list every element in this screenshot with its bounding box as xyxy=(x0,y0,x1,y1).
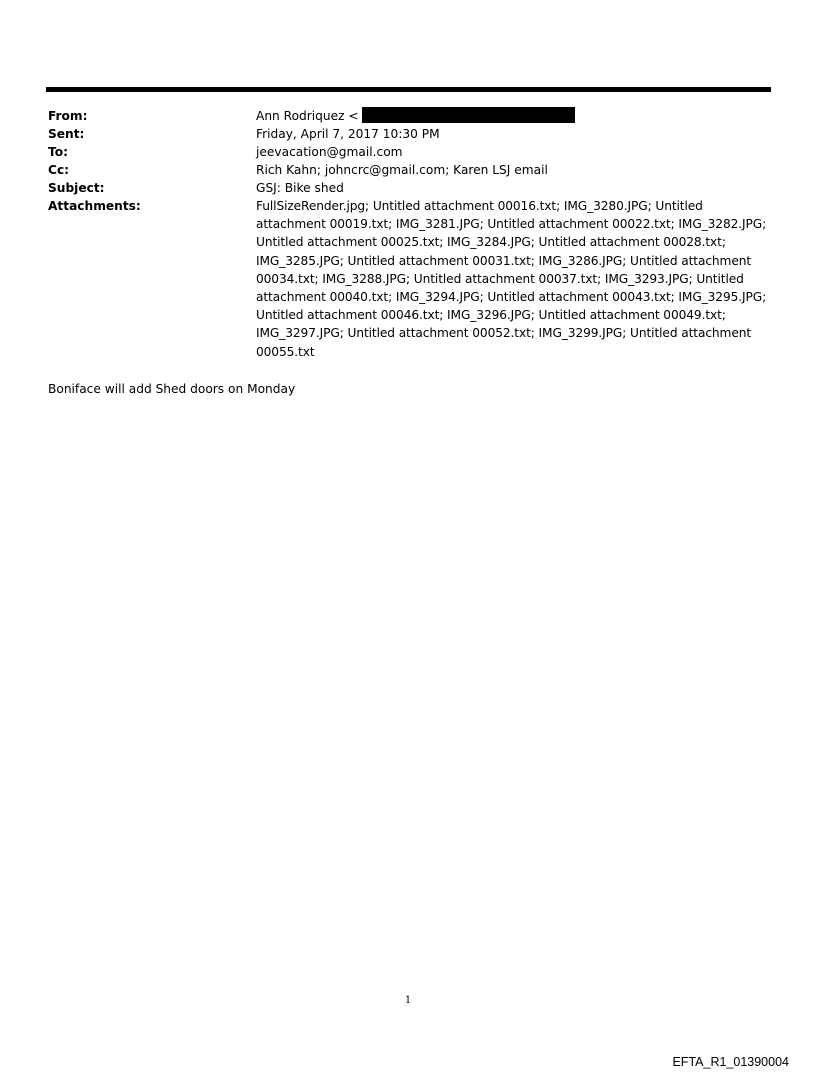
subject-value: GSJ: Bike shed xyxy=(256,181,344,195)
sent-row xyxy=(48,125,768,143)
sent-label: Sent: xyxy=(48,127,85,141)
header-divider xyxy=(46,87,771,92)
cc-label: Cc: xyxy=(48,163,70,177)
cc-row xyxy=(48,161,768,179)
subject-row xyxy=(48,179,768,197)
from-value: Ann Rodriquez < xyxy=(256,109,359,123)
cc-value: Rich Kahn; johncrc@gmail.com; Karen LSJ email xyxy=(256,163,548,177)
attachments-value: FullSizeRender.jpg; Untitled attachment 00016.txt; IMG_3280.JPG; Untitled attachment 00019.txt; IMG_3281.JPG; Untitled attachment 00022.txt; IMG_3282.JPG; Untitled attachment 00025.txt; IMG_3284.JPG; Untitled attachment 00028.txt; IMG_3285.JPG; Untitled attachment 00031.txt; IMG_3286.JPG; Untitled attachment 00034.txt; IMG_3288.JPG; Untitled attachment 00037.txt; IMG_3293.JPG; Untitled attachment 00040.txt; IMG_3294.JPG; Untitled attachment 00043.txt; IMG_3295.JPG; Untitled attachment 00046.txt; IMG_3296.JPG; Untitled attachment 00049.txt; IMG_3297.JPG; Untitled attachment 00052.txt; IMG_3299.JPG; Untitled attachment 00055.txt xyxy=(256,199,767,359)
from-label: From: xyxy=(48,109,88,123)
to-label: To: xyxy=(48,145,68,159)
page-number: 1 xyxy=(404,995,412,1006)
subject-label: Subject: xyxy=(48,181,105,195)
from-value-container xyxy=(256,107,768,125)
attachments-label: Attachments: xyxy=(48,199,141,213)
to-value: jeevacation@gmail.com xyxy=(256,145,403,159)
email-body: Boniface will add Shed doors on Monday xyxy=(48,382,296,396)
redaction-box xyxy=(362,107,575,123)
document-id: EFTA_R1_01390004 xyxy=(672,1055,789,1069)
sent-value: Friday, April 7, 2017 10:30 PM xyxy=(256,127,440,141)
attachments-row xyxy=(48,197,768,361)
to-row xyxy=(48,143,768,161)
email-header xyxy=(48,107,768,361)
from-row xyxy=(48,107,768,125)
